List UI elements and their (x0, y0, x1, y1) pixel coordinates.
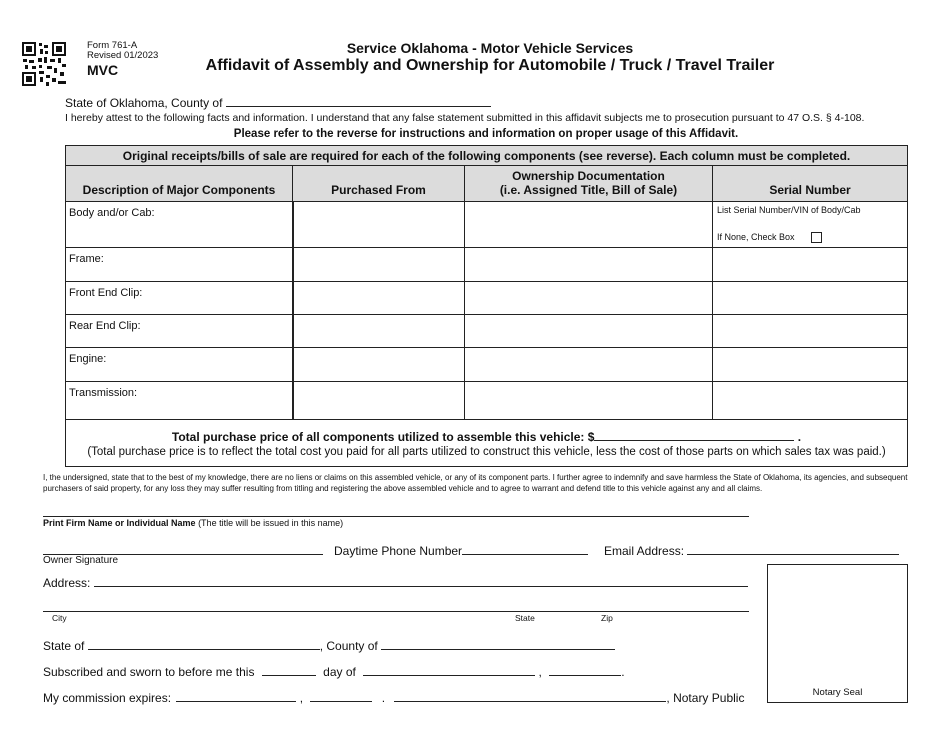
total-label: Total purchase price of all components utilized to assemble this vehicle: $ (171, 430, 595, 444)
page-title: Affidavit of Assembly and Ownership for Automobile / Truck / Travel Trailer (205, 57, 775, 74)
county-line (65, 94, 491, 110)
row-label-rear-end: Rear End Clip: (69, 320, 141, 332)
header-serial-number: Serial Number (713, 166, 908, 202)
ownership-frame[interactable] (465, 248, 713, 282)
notary-county-label: , County of (319, 639, 378, 653)
address-label: Address: (43, 576, 91, 590)
notary-state-label: State of (43, 639, 85, 653)
header-purchased-from: Purchased From (293, 166, 465, 202)
notary-state-field[interactable] (88, 637, 320, 650)
ownership-front-end[interactable] (465, 282, 713, 315)
total-line: Total purchase price of all components utilized to assemble this vehicle: $ . (171, 430, 802, 444)
row-label-engine: Engine: (69, 353, 107, 365)
row-label-front-end: Front End Clip: (69, 287, 143, 299)
commission-label: My commission expires: (43, 691, 172, 705)
purchased-from-rear-end[interactable] (293, 315, 465, 348)
row-label-body: Body and/or Cab: (69, 207, 155, 219)
city-label: City (52, 613, 67, 623)
qr-code (22, 42, 66, 86)
state-label: State (515, 613, 535, 623)
revised-date: Revised 01/2023 (87, 50, 159, 61)
day-of-label: day of (323, 665, 356, 679)
purchased-from-transmission[interactable] (293, 382, 465, 420)
if-none-label: If None, Check Box (717, 232, 795, 242)
email-line (604, 542, 899, 558)
table-row (66, 248, 908, 282)
phone-line (334, 542, 588, 558)
phone-field[interactable] (462, 542, 588, 555)
serial-body[interactable] (713, 202, 908, 248)
address-field[interactable] (94, 574, 748, 587)
serial-transmission[interactable] (713, 382, 908, 420)
email-label: Email Address: (604, 544, 685, 558)
commission-line: My commission expires: , . , Notary Public (43, 691, 745, 705)
commission-date-field[interactable] (176, 689, 296, 702)
ownership-body[interactable] (465, 202, 713, 248)
serial-engine[interactable] (713, 348, 908, 382)
serial-rear-end[interactable] (713, 315, 908, 348)
city-state-zip-field[interactable] (43, 600, 749, 612)
notary-seal-label: Notary Seal (812, 687, 863, 698)
serial-note: List Serial Number/VIN of Body/Cab (717, 205, 861, 215)
county-field[interactable] (226, 94, 491, 107)
row-label-frame: Frame: (69, 253, 104, 265)
ownership-doc-line1: Ownership Documentation (512, 169, 665, 183)
serial-front-end[interactable] (713, 282, 908, 315)
form-number: Form 761-A (87, 40, 138, 51)
firm-name-label: Print Firm Name or Individual Name (43, 518, 196, 528)
department-code: MVC (87, 62, 119, 78)
purchased-from-engine[interactable] (293, 348, 465, 382)
zip-label: Zip (601, 613, 613, 623)
firm-name-field[interactable] (43, 504, 749, 517)
ownership-rear-end[interactable] (465, 315, 713, 348)
notary-public-label: , Notary Public (666, 691, 745, 705)
ownership-transmission[interactable] (465, 382, 713, 420)
table-row (66, 348, 908, 382)
refer-text: Please refer to the reverse for instructions and information on proper usage of this Affidavit. (233, 128, 739, 140)
table-row (66, 282, 908, 315)
purchased-from-frame[interactable] (293, 248, 465, 282)
subscribed-line: Subscribed and sworn to before me this day of , . (43, 665, 625, 679)
subscribed-year-field[interactable] (549, 663, 621, 676)
table-banner: Original receipts/bills of sale are required for each of the following components (see reverse). Each column must be completed. (66, 146, 908, 166)
lien-statement: I, the undersigned, state that to the best of my knowledge, there are no liens or claims on this assembled vehicle, or any of its component parts. I further agree to indemnify and save harmless the State of Oklahoma, its agencies, and subsequent purchasers of said property, for any loss they may suffer resulting from titling and registering the above assembled vehicle and to agree to warrant and defend title to this vehicle against any and all claims. (43, 473, 908, 493)
notary-county-field[interactable] (381, 637, 615, 650)
purchased-from-front-end[interactable] (293, 282, 465, 315)
owner-signature-field[interactable] (43, 542, 323, 555)
commission-year-field[interactable] (310, 689, 372, 702)
row-label-transmission: Transmission: (69, 387, 138, 399)
owner-signature-label: Owner Signature (43, 555, 119, 566)
subscribed-label: Subscribed and sworn to before me this (43, 665, 255, 679)
firm-name-note: (The title will be issued in this name) (198, 518, 344, 528)
ownership-doc-line2: (i.e. Assigned Title, Bill of Sale) (499, 183, 678, 197)
total-price-field[interactable] (594, 428, 794, 441)
address-line (43, 574, 748, 590)
notary-state-county-line (43, 637, 615, 653)
county-label: State of Oklahoma, County of (65, 96, 223, 110)
if-none-checkbox[interactable] (811, 232, 822, 243)
total-section (66, 420, 908, 467)
email-field[interactable] (687, 542, 899, 555)
firm-name-caption (43, 518, 343, 528)
notary-name-field[interactable] (394, 689, 666, 702)
table-row (66, 382, 908, 420)
ownership-engine[interactable] (465, 348, 713, 382)
purchased-from-body[interactable] (293, 202, 465, 248)
table-row (66, 315, 908, 348)
subscribed-day-field[interactable] (262, 663, 316, 676)
header-ownership-doc (465, 166, 713, 202)
header-description: Description of Major Components (66, 166, 293, 202)
components-table (65, 145, 908, 467)
agency-name: Service Oklahoma - Motor Vehicle Services (346, 40, 634, 56)
table-row (66, 202, 908, 248)
attest-text: I hereby attest to the following facts and information. I understand that any false statement submitted in this affidavit subjects me to prosecution pursuant to 47 O.S. § 4-108. (65, 112, 865, 124)
subscribed-month-field[interactable] (363, 663, 535, 676)
notary-seal-box (767, 564, 908, 703)
total-note: (Total purchase price is to reflect the total cost you paid for all parts utilized to construct this vehicle, less the cost of those parts on which sales tax was paid.) (87, 446, 886, 458)
serial-frame[interactable] (713, 248, 908, 282)
phone-label: Daytime Phone Number (334, 544, 463, 558)
